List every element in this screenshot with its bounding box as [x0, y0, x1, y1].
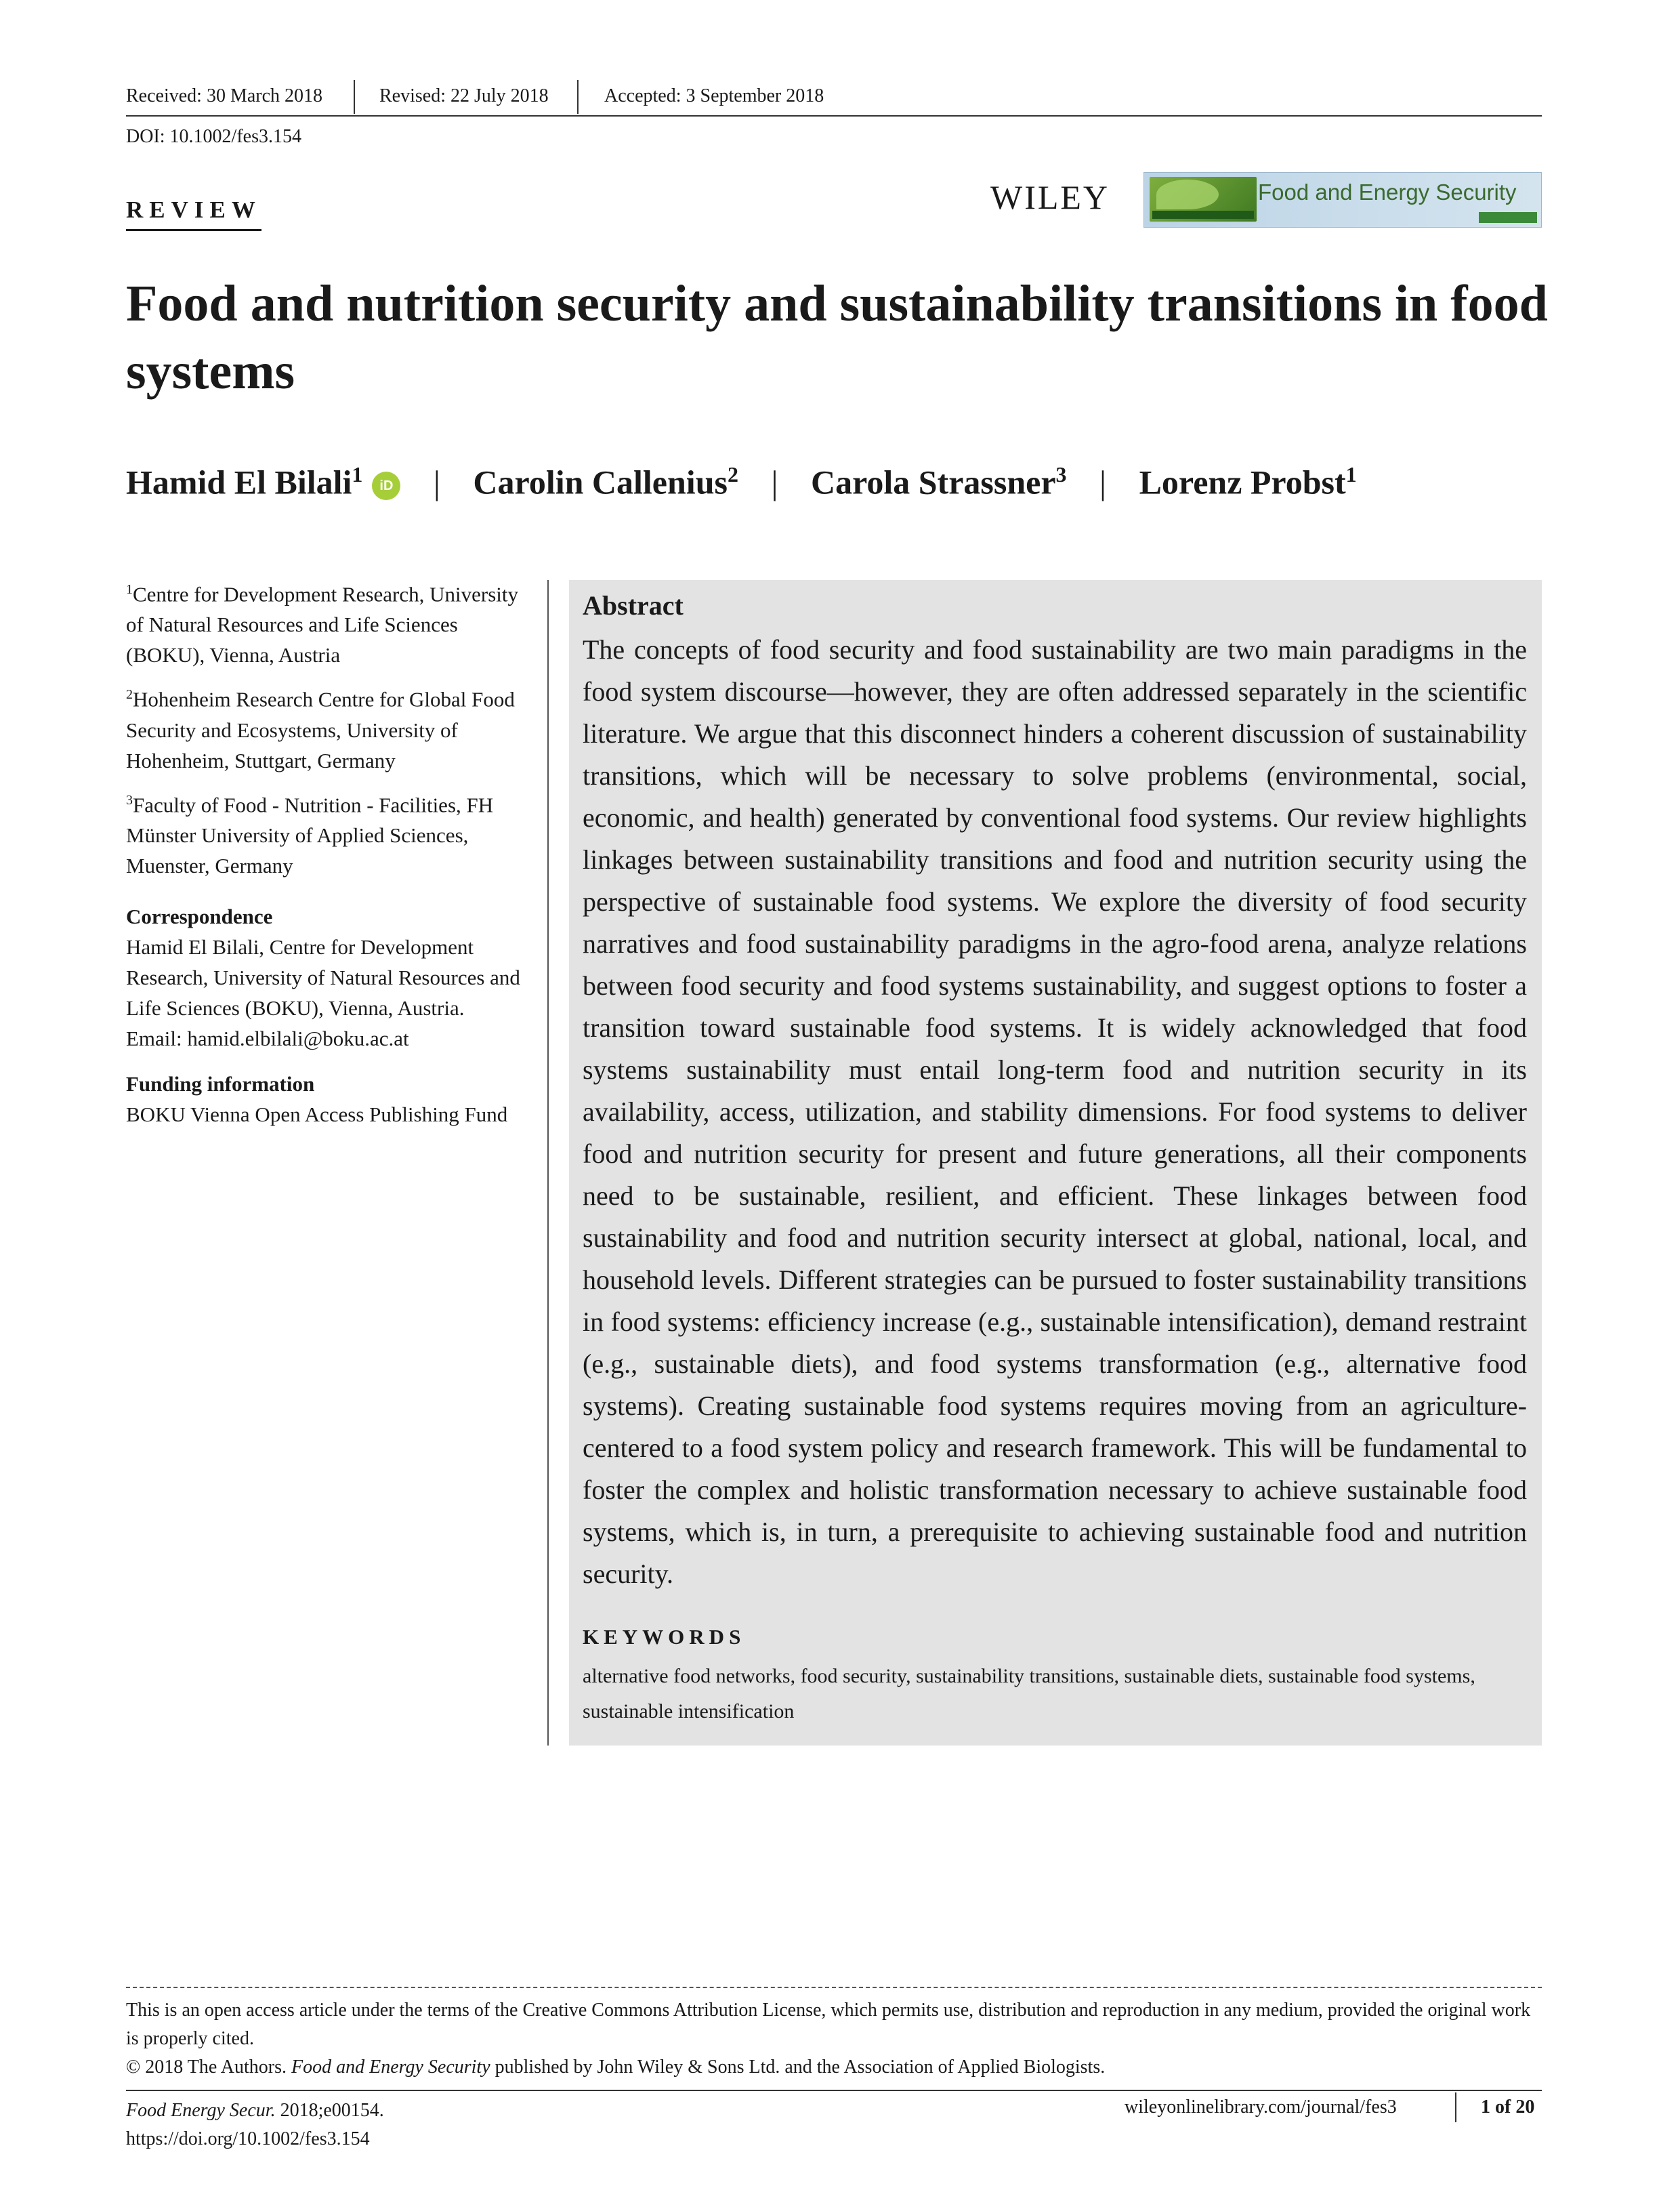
author-separator: |: [771, 463, 778, 501]
footer-page-divider: [1455, 2092, 1456, 2122]
copyright-journal: Food and Energy Security: [291, 2057, 490, 2078]
copyright-suffix: published by John Wiley & Sons Ltd. and the Association of Applied Biologists.: [490, 2057, 1106, 2078]
correspondence-label: Correspondence: [126, 904, 273, 928]
license-notice: [126, 1996, 1542, 2082]
affiliation-text: Centre for Development Research, University of Natural Resources and Life Sciences (BOKU), Vienna, Austria: [126, 582, 519, 667]
journal-name: Food and Energy Security: [1258, 180, 1517, 205]
citation-line: [126, 2097, 384, 2125]
citation-doi-link[interactable]: https://doi.org/10.1002/fes3.154: [126, 2128, 370, 2149]
copyright-line: [126, 2053, 1542, 2082]
affiliation-number: 3: [126, 792, 133, 808]
column-divider: [547, 580, 549, 1746]
abstract-box: [569, 580, 1542, 1746]
aab-logo-icon: [1150, 177, 1257, 222]
copyright-prefix: © 2018 The Authors.: [126, 2057, 291, 2078]
publisher-logo: WILEY: [990, 178, 1110, 216]
keywords-heading: KEYWORDS: [583, 1625, 746, 1649]
citation: [126, 2097, 384, 2153]
affiliation: [126, 575, 532, 670]
article-type: REVIEW: [126, 197, 261, 231]
sidebar-info: [126, 575, 532, 1130]
funding-label: Funding information: [126, 1071, 315, 1096]
author-list: [126, 462, 1357, 502]
journal-banner: [1143, 172, 1542, 228]
author-affiliation-number: 1: [352, 462, 363, 487]
orcid-icon[interactable]: iD: [372, 472, 400, 500]
author-affiliation-number: 2: [727, 462, 738, 487]
page-number: 1 of 20: [1481, 2097, 1535, 2118]
author-name[interactable]: Carola Strassner: [810, 463, 1056, 501]
leaf-graphic: [1156, 180, 1219, 209]
citation-journal: Food Energy Secur.: [126, 2100, 276, 2121]
author-affiliation-number: 3: [1055, 462, 1067, 487]
date-divider: [577, 80, 579, 114]
correspondence-email[interactable]: Email: hamid.elbilali@boku.ac.at: [126, 1026, 409, 1050]
aab-logo-strip: [1152, 211, 1254, 219]
author-affiliation-number: 1: [1345, 462, 1357, 487]
affiliation: [126, 785, 532, 881]
funding-text: BOKU Vienna Open Access Publishing Fund: [126, 1102, 508, 1126]
doi[interactable]: DOI: 10.1002/fes3.154: [126, 126, 301, 147]
abstract-heading: Abstract: [583, 590, 684, 621]
license-text: This is an open access article under the terms of the Creative Commons Attribution License, which permits use, distribution and reproduction in any medium, provided the original work is properly cited.: [126, 2000, 1531, 2049]
affiliation: [126, 680, 532, 775]
author-separator: |: [1099, 463, 1107, 501]
abstract-text: The concepts of food security and food sustainability are two main paradigms in the food system discourse—however, they are often addressed separately in the scientific literature. We argue that this disconnect hinders a coherent discussion of sustainability transitions, which will be necessary to solve problems (environmental, social, economic, and health) generated by conventional food systems. Our review highlights linkages between sustainability transitions and food and nutrition security using the perspective of sustainable food systems. We explore the diversity of food security narratives and food sustainability paradigms in the agro-food arena, analyze relations between food security and food systems sustainability, and suggest options to foster a transition toward sustainable food systems. It is widely acknowledged that food systems sustainability must entail long-term food and nutrition security in its availability, access, utilization, and stability dimensions. For food systems to deliver food and nutrition security for present and future generations, all their components need to be sustainable, resilient, and efficient. These linkages between food sustainability and food and nutrition security intersect at global, national, local, and household levels. Different strategies can be pursued to foster sustainability transitions in food systems: efficiency increase (e.g., sustainable intensification), demand restraint (e.g., sustainable diets), and food systems transformation (e.g., alternative food systems). Creating sustainable food systems requires moving from an agriculture-centered to a food system policy and research framework. This will be fundamental to foster the complex and holistic transformation necessary to achieve sustainable food systems, which is, in turn, a prerequisite to achieving sustainable food and nutrition security.: [583, 634, 1527, 1589]
author-name[interactable]: Hamid El Bilali: [126, 463, 352, 501]
revised-date: Revised: 22 July 2018: [379, 85, 549, 106]
citation-details: 2018;e00154.: [275, 2100, 384, 2121]
footer-dashed-divider: [126, 1987, 1542, 1988]
footer-divider: [126, 2090, 1542, 2091]
author-name[interactable]: Carolin Callenius: [473, 463, 728, 501]
affiliation-text: Faculty of Food - Nutrition - Facilities, FH Münster University of Applied Sciences, Muenster, Germany: [126, 792, 494, 878]
open-access-tag: [1479, 212, 1537, 223]
date-divider: [354, 80, 355, 114]
affiliation-number: 1: [126, 582, 133, 597]
publication-dates: [126, 80, 1542, 117]
author-separator: |: [433, 463, 440, 501]
affiliation-text: Hohenheim Research Centre for Global Food Security and Ecosystems, University of Hohenheim, Stuttgart, Germany: [126, 687, 515, 772]
article-title: Food and nutrition security and sustainability transitions in food systems: [126, 275, 1548, 400]
affiliation-number: 2: [126, 687, 133, 703]
accepted-date: Accepted: 3 September 2018: [604, 85, 824, 106]
keywords-text: alternative food networks, food security, sustainability transitions, sustainable diets, sustainable food systems, sustainable intensification: [583, 1665, 1475, 1722]
correspondence-text: Hamid El Bilali, Centre for Development Research, University of Natural Resources and Life Sciences (BOKU), Vienna, Austria.: [126, 934, 520, 1020]
author-name[interactable]: Lorenz Probst: [1139, 463, 1346, 501]
journal-url-link[interactable]: wileyonlinelibrary.com/journal/fes3: [1125, 2097, 1397, 2118]
received-date: Received: 30 March 2018: [126, 85, 323, 106]
